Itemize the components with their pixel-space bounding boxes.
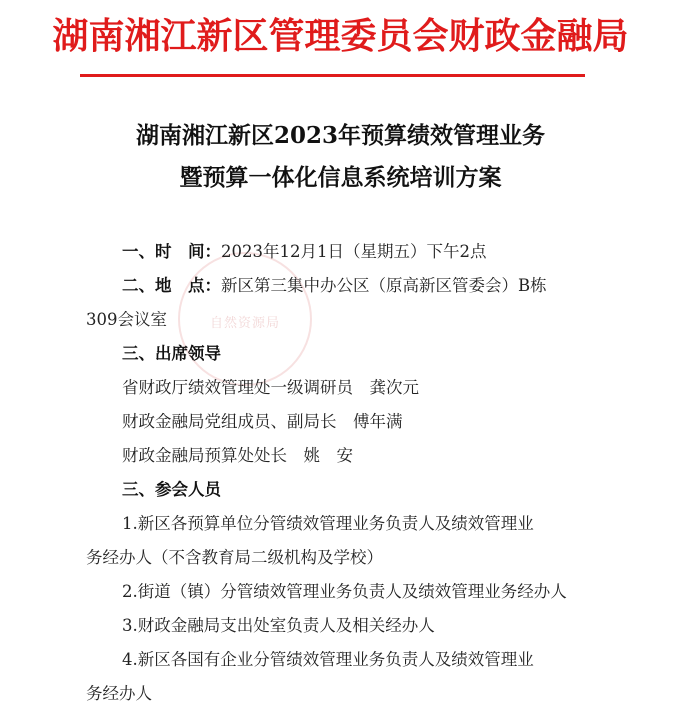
- leader-item: 财政金融局党组成员、副局长 傅年满: [122, 412, 403, 431]
- header-red-rule: [80, 74, 585, 77]
- seal-stamp-text: 自然资源局: [209, 316, 280, 331]
- place-label: 二、地 点：: [122, 276, 221, 295]
- participants-heading: 三、参会人员: [122, 480, 221, 499]
- leader-item: 省财政厅绩效管理处一级调研员 龚次元: [122, 378, 419, 397]
- participant-item-3: 3.财政金融局支出处室负责人及相关经办人: [122, 616, 435, 635]
- document-title-line-2: 暨预算一体化信息系统培训方案: [179, 164, 502, 191]
- leader-item: 财政金融局预算处处长 姚 安: [122, 446, 353, 465]
- time-value: 2023年12月1日（星期五）下午2点: [221, 242, 487, 261]
- time-line: [122, 240, 486, 264]
- place-line: [122, 274, 547, 298]
- participant-item-4-line-1: 4.新区各国有企业分管绩效管理业务负责人及绩效管理业: [122, 650, 534, 669]
- participant-item-1-line-2: 务经办人（不含教育局二级机构及学校）: [86, 548, 383, 567]
- place-line-continued: 309会议室: [86, 310, 167, 329]
- participant-item-1-line-1: 1.新区各预算单位分管绩效管理业务负责人及绩效管理业: [122, 514, 534, 533]
- leaders-heading: 三、出席领导: [122, 344, 221, 363]
- place-value: 新区第三集中办公区（原高新区管委会）B栋: [221, 276, 547, 295]
- agency-header-title: 湖南湘江新区管理委员会财政金融局: [52, 15, 629, 57]
- time-label: 一、时 间：: [122, 242, 221, 261]
- participant-item-4-line-2: 务经办人: [86, 684, 152, 703]
- document-title-line-1: 湖南湘江新区2023年预算绩效管理业务: [135, 122, 545, 149]
- participant-item-2: 2.街道（镇）分管绩效管理业务负责人及绩效管理业务经办人: [122, 582, 567, 601]
